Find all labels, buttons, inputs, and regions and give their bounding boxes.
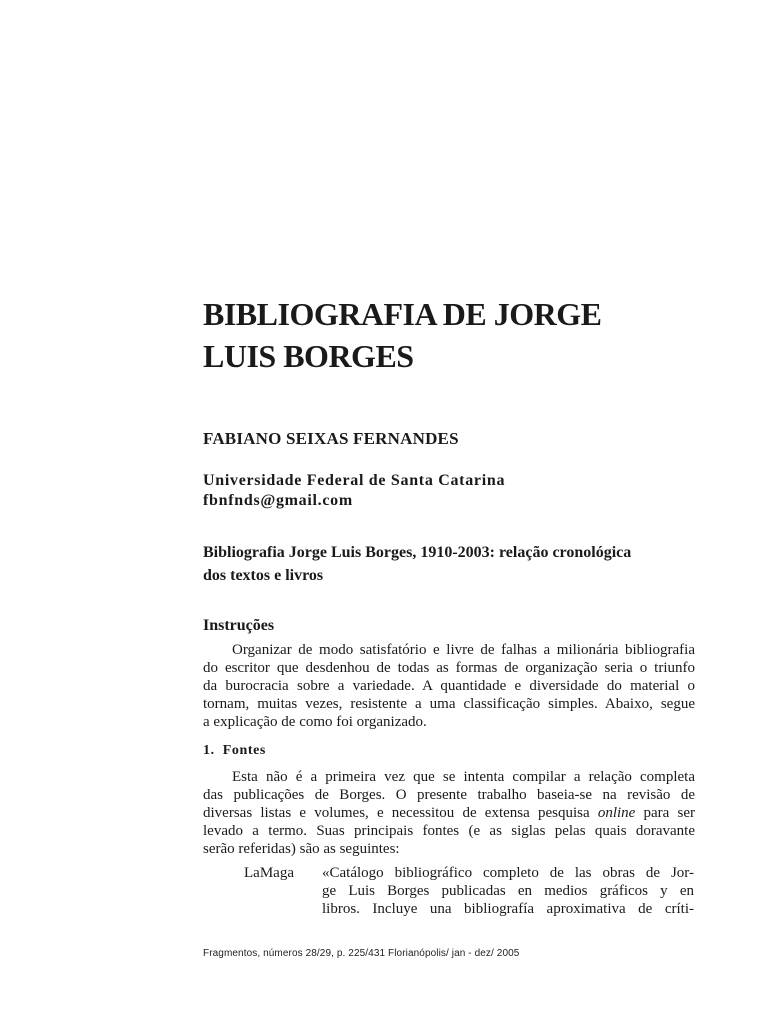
section-number: 1. — [203, 743, 215, 758]
source-description — [322, 864, 694, 918]
section-title: Fontes — [222, 743, 266, 758]
paragraph-line: da burocracia sobre a variedade. A quantidade e diversidade do material o — [203, 678, 695, 694]
paragraph-line: Esta não é a primeira vez que se intenta compilar a relação completa — [232, 769, 695, 785]
article-title — [203, 293, 723, 377]
author-email: fbnfnds@gmail.com — [203, 492, 353, 509]
description-line: ge Luis Borges publicadas en medios gráficos y en — [322, 883, 694, 899]
title-line-2: LUIS BORGES — [203, 338, 414, 374]
paragraph-line: do escritor que desdenhou de todas as formas de organização seria o triunfo — [203, 660, 695, 676]
page-footer: Fragmentos, números 28/29, p. 225/431 Florianópolis/ jan - dez/ 2005 — [203, 948, 520, 959]
paragraph-line — [203, 804, 695, 822]
source-siglum: LaMaga — [244, 865, 294, 881]
title-line-1: BIBLIOGRAFIA DE JORGE — [203, 296, 602, 332]
instructions-paragraph — [203, 641, 695, 731]
section-1-heading — [203, 743, 266, 759]
institution: Universidade Federal de Santa Catarina — [203, 472, 506, 489]
paragraph-line: levado a termo. Suas principais fontes (e as siglas pelas quais doravante — [203, 823, 695, 839]
paragraph-line: a explicação de como foi organizado. — [203, 714, 427, 730]
subtitle-line-1: Bibliografia Jorge Luis Borges, 1910-2003: relação cronológica — [203, 544, 632, 561]
description-line: libros. Incluye una bibliografía aproximativa de críti- — [322, 901, 694, 917]
paragraph-line: Organizar de modo satisfatório e livre de falhas a milionária bibliografia — [232, 642, 695, 658]
description-line: «Catálogo bibliográfico completo de las obras de Jor- — [322, 865, 694, 881]
article-subtitle — [203, 541, 693, 587]
text-run: para ser — [635, 805, 695, 821]
instructions-heading: Instruções — [203, 617, 275, 634]
subtitle-line-2: dos textos e livros — [203, 567, 324, 584]
author-affiliation — [203, 471, 505, 511]
author-name: FABIANO SEIXAS FERNANDES — [203, 429, 459, 448]
paragraph-line: das publicações de Borges. O presente trabalho baseia-se na revisão de — [203, 787, 695, 803]
paragraph-line: tornam, muitas vezes, resistente a uma classificação simples. Abaixo, segue — [203, 696, 695, 712]
text-run: diversas listas e volumes, e necessitou de extensa pesquisa — [203, 805, 598, 821]
paragraph-line: serão referidas) são as seguintes: — [203, 841, 400, 857]
sources-paragraph — [203, 768, 695, 858]
emphasis-online: online — [597, 805, 636, 821]
